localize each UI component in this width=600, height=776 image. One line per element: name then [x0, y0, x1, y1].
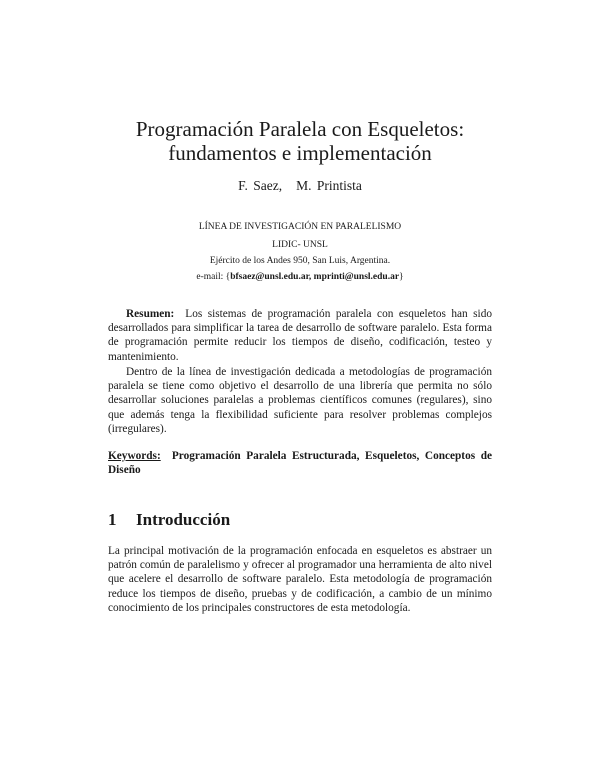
abstract-paragraph-1: [108, 307, 492, 364]
email-prefix: e-mail: {: [196, 272, 231, 282]
intro-paragraph: La principal motivación de la programación enfocada en esqueletos es abstraer un patrón común de paralelismo y ofrecer al programador una herramienta de alto nivel que acelere el desarrollo de software paralelo. Esta metodología de programación reduce los tiempos de diseño, pruebas y de codificación, a cambio de un mínimo conocimiento de los principales constructores de esta metodología.: [108, 545, 492, 614]
affiliation-email: [0, 271, 600, 283]
author-2: M. Printista: [296, 178, 362, 193]
section-number: 1: [108, 510, 117, 529]
author-list: [0, 178, 600, 194]
email-addresses: bfsaez@unsl.edu.ar, mprinti@unsl.edu.ar: [230, 272, 400, 282]
abstract-paragraph-2: Dentro de la línea de investigación dedicada a metodologías de programación paralela se tiene como objetivo el desarrollo de una librería que permita no sólo desarrollar soluciones paralelas a problemas científicos comunes (regulares), sino que además tenga la flexibilidad suficiente para resolver problemas complejos (irregulares).: [108, 366, 492, 435]
section-title: Introducción: [136, 510, 231, 529]
keywords-label: Keywords:: [108, 450, 161, 462]
affiliation-group: LÍNEA DE INVESTIGACIÓN EN PARALELISMO: [198, 222, 402, 232]
section-heading: [108, 509, 230, 531]
keywords-text: Programación Paralela Estructurada, Esqueletos, Conceptos de Diseño: [108, 450, 492, 477]
abstract-label: Resumen:: [126, 308, 175, 320]
affiliation-address: Ejército de los Andes 950, San Luis, Argentina.: [209, 256, 391, 266]
affiliation-institution: LIDIC- UNSL: [272, 240, 328, 250]
paper-title-line-2: fundamentos e implementación: [168, 141, 432, 165]
abstract-text-1: Los sistemas de programación paralela con esqueletos han sido desarrollados para simplificar la tarea de desarrollo de software paralelo. Esta forma de programación permite reducir los tiempos de diseño, codificación, testeo y mantenimiento.: [108, 308, 492, 363]
keywords: [108, 449, 492, 477]
email-suffix: }: [399, 272, 404, 282]
paper-title-line-1: Programación Paralela con Esqueletos:: [135, 117, 465, 141]
author-1: F. Saez,: [238, 178, 283, 193]
